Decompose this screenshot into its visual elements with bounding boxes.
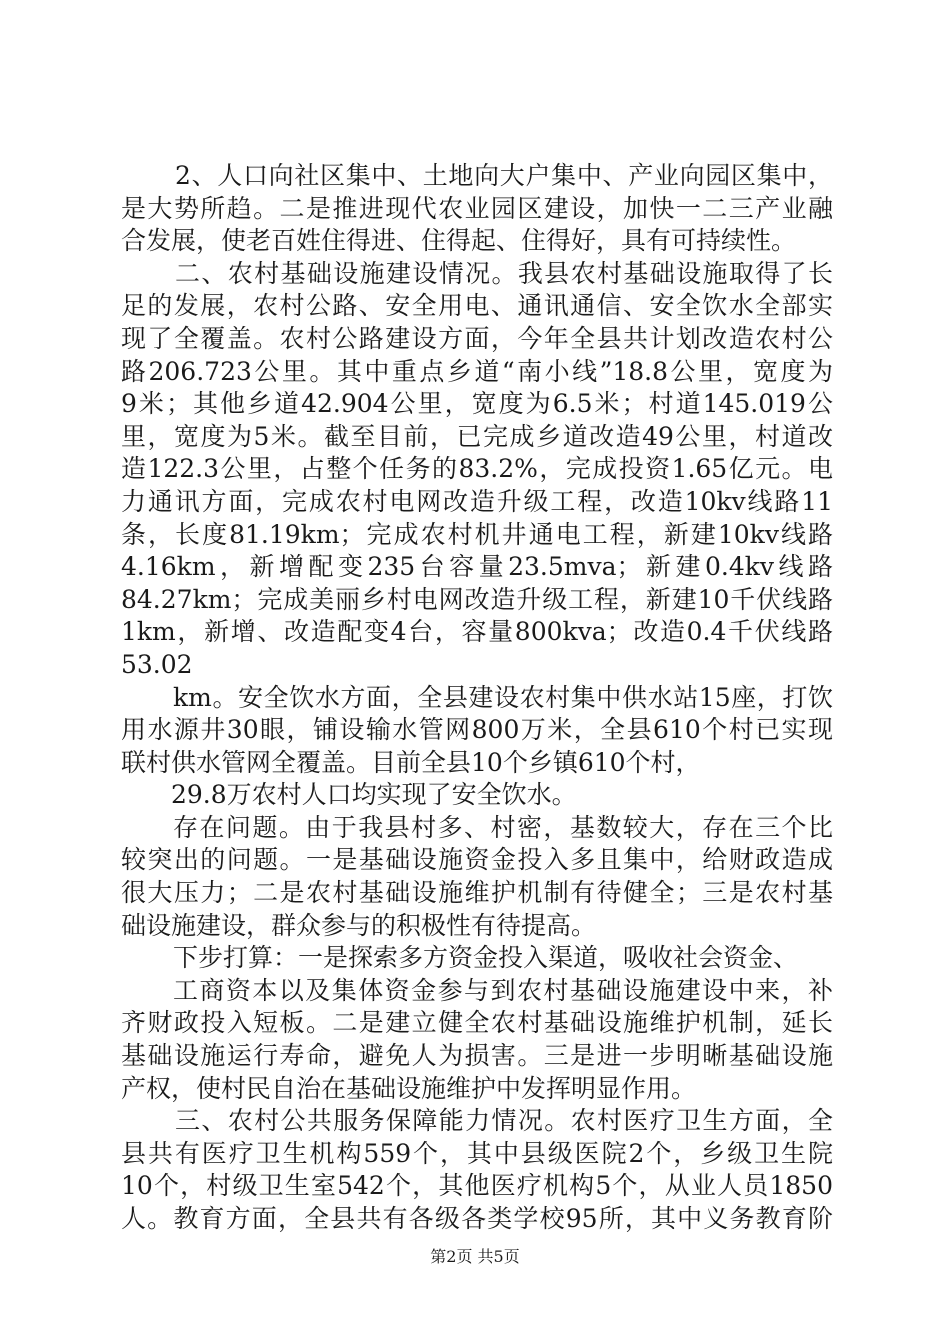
paragraph-line: 84.27km；完成美丽乡村电网改造升级工程，新建10千伏线路 bbox=[121, 584, 833, 614]
paragraph-line: 产权，使村民自治在基础设施维护中发挥明显作用。 bbox=[121, 1073, 697, 1103]
paragraph-line: 现了全覆盖。农村公路建设方面，今年全县共计划改造农村公 bbox=[121, 323, 833, 353]
paragraph-line: 工商资本以及集体资金参与到农村基础设施建设中来，补 bbox=[173, 975, 833, 1005]
paragraph-line: km。安全饮水方面，全县建设农村集中供水站15座，打饮 bbox=[173, 682, 833, 712]
paragraph-line: 较突出的问题。一是基础设施资金投入多且集中，给财政造成 bbox=[121, 845, 833, 875]
paragraph-line: 10个，村级卫生室542个，其他医疗机构5个，从业人员1850 bbox=[121, 1171, 833, 1201]
paragraph-line: 9米；其他乡道42.904公里，宽度为6.5米；村道145.019公 bbox=[121, 389, 833, 419]
paragraph-line: 础设施建设，群众参与的积极性有待提高。 bbox=[121, 910, 597, 940]
document-body bbox=[121, 160, 833, 1236]
paragraph-line: 人。教育方面，全县共有各级各类学校95所，其中义务教育阶 bbox=[121, 1204, 833, 1233]
paragraph-line: 足的发展，农村公路、安全用电、通讯通信、安全饮水全部实 bbox=[121, 291, 833, 321]
paragraph-line: 二、农村基础设施建设情况。我县农村基础设施取得了长 bbox=[175, 258, 833, 288]
paragraph-line: 条，长度81.19km；完成农村机井通电工程，新建10kv线路 bbox=[121, 519, 833, 549]
paragraph-line: 齐财政投入短板。二是建立健全农村基础设施维护机制，延长 bbox=[121, 1008, 833, 1038]
paragraph-line: 力通讯方面，完成农村电网改造升级工程，改造10kv线路11 bbox=[121, 486, 833, 516]
page-footer: 第2页 共5页 bbox=[430, 1247, 520, 1266]
paragraph-line: 很大压力；二是农村基础设施维护机制有待健全；三是农村基 bbox=[121, 878, 833, 908]
paragraph-line: 三、农村公共服务保障能力情况。农村医疗卫生方面，全 bbox=[175, 1106, 833, 1136]
paragraph-line: 路206.723公里。其中重点乡道“南小线”18.8公里，宽度为 bbox=[121, 356, 833, 386]
paragraph-line: 造122.3公里，占整个任务的83.2%，完成投资1.65亿元。电 bbox=[121, 454, 833, 484]
paragraph-line: 合发展，使老百姓住得进、住得起、住得好，具有可持续性。 bbox=[121, 226, 797, 256]
paragraph-line: 县共有医疗卫生机构559个，其中县级医院2个，乡级卫生院 bbox=[121, 1138, 833, 1168]
paragraph-line: 1km，新增、改造配变4台，容量800kva；改造0.4千伏线路 bbox=[121, 617, 833, 647]
paragraph-line: 53.02 bbox=[121, 649, 193, 679]
paragraph-line: 基础设施运行寿命，避免人为损害。三是进一步明晰基础设施 bbox=[121, 1041, 833, 1071]
paragraph-line: 联村供水管网全覆盖。目前全县10个乡镇610个村， bbox=[121, 747, 701, 777]
paragraph-line: 2、人口向社区集中、土地向大户集中、产业向园区集中， bbox=[175, 161, 833, 190]
paragraph-line: 用水源井30眼，铺设输水管网800万米，全县610个村已实现 bbox=[121, 715, 833, 745]
paragraph-line: 下步打算：一是探索多方资金投入渠道，吸收社会资金、 bbox=[173, 943, 799, 973]
paragraph-line: 存在问题。由于我县村多、村密，基数较大，存在三个比 bbox=[173, 812, 833, 842]
paragraph-line: 29.8万农村人口均实现了安全饮水。 bbox=[171, 780, 577, 810]
paragraph-line: 是大势所趋。二是推进现代农业园区建设，加快一二三产业融 bbox=[121, 193, 833, 223]
paragraph-line: 4.16km，新增配变235台容量23.5mva；新建0.4kv线路 bbox=[121, 552, 833, 582]
paragraph-line: 里，宽度为5米。截至目前，已完成乡道改造49公里，村道改 bbox=[121, 421, 833, 451]
